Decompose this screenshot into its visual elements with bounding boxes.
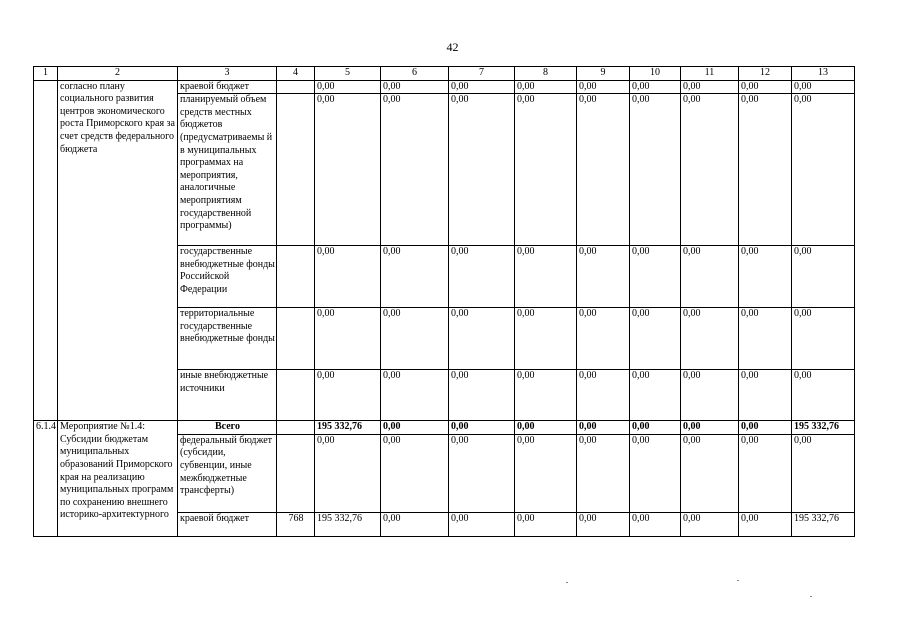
scan-speck	[566, 582, 568, 583]
source-cell: планируемый объем средств местных бюджетов (предусматриваемы й в муниципальных программах на мероприятия, аналогичные мероприятиям государственной программы)	[178, 94, 277, 246]
value-cell: 0,00	[515, 94, 577, 246]
value-cell: 0,00	[792, 370, 855, 421]
value-cell: 0,00	[739, 246, 792, 308]
value-cell: 0,00	[315, 370, 381, 421]
value-cell: 0,00	[630, 434, 681, 512]
code-cell	[277, 94, 315, 246]
value-cell: 0,00	[449, 308, 515, 370]
value-cell: 0,00	[792, 80, 855, 94]
value-cell: 0,00	[381, 434, 449, 512]
measure-name-cell: Мероприятие №1.4: Субсидии бюджетам муниципальных образований Приморского края на реализацию муниципальных программ по сохранению внешнего историко-архитектурного	[58, 421, 178, 537]
value-cell: 0,00	[577, 370, 630, 421]
value-cell: 0,00	[681, 308, 739, 370]
value-cell: 0,00	[792, 246, 855, 308]
value-cell: 0,00	[449, 370, 515, 421]
col-header: 8	[515, 67, 577, 81]
header-row	[34, 67, 855, 81]
value-cell: 0,00	[681, 370, 739, 421]
value-cell: 0,00	[630, 421, 681, 435]
budget-table	[33, 66, 855, 537]
col-header: 13	[792, 67, 855, 81]
value-cell: 0,00	[630, 94, 681, 246]
col-header: 3	[178, 67, 277, 81]
value-cell: 0,00	[681, 94, 739, 246]
col-header: 10	[630, 67, 681, 81]
value-cell: 0,00	[681, 512, 739, 536]
value-cell: 0,00	[315, 434, 381, 512]
col-header: 11	[681, 67, 739, 81]
value-cell: 0,00	[515, 246, 577, 308]
table-row	[34, 421, 855, 435]
value-cell: 0,00	[577, 94, 630, 246]
value-cell: 195 332,76	[792, 421, 855, 435]
value-cell: 0,00	[449, 94, 515, 246]
col-header: 4	[277, 67, 315, 81]
col-header: 9	[577, 67, 630, 81]
value-cell: 0,00	[515, 80, 577, 94]
value-cell: 0,00	[630, 308, 681, 370]
code-cell	[277, 246, 315, 308]
value-cell: 0,00	[739, 421, 792, 435]
value-cell: 0,00	[739, 94, 792, 246]
value-cell: 0,00	[792, 434, 855, 512]
source-cell: государственные внебюджетные фонды Российской Федерации	[178, 246, 277, 308]
source-cell: территориальные государственные внебюджетные фонды	[178, 308, 277, 370]
code-cell	[277, 308, 315, 370]
scan-speck	[810, 596, 812, 597]
value-cell: 0,00	[681, 421, 739, 435]
measure-name-cell: согласно плану социального развития центров экономического роста Приморского края за счет средств федерального бюджета	[58, 80, 178, 421]
value-cell: 0,00	[449, 512, 515, 536]
value-cell: 0,00	[792, 94, 855, 246]
value-cell: 0,00	[315, 94, 381, 246]
value-cell: 0,00	[681, 434, 739, 512]
value-cell: 0,00	[792, 308, 855, 370]
col-header: 1	[34, 67, 58, 81]
value-cell: 0,00	[577, 512, 630, 536]
value-cell: 0,00	[577, 308, 630, 370]
col-header: 5	[315, 67, 381, 81]
value-cell: 0,00	[515, 512, 577, 536]
value-cell: 0,00	[739, 370, 792, 421]
value-cell: 0,00	[630, 246, 681, 308]
value-cell: 0,00	[315, 80, 381, 94]
value-cell: 0,00	[315, 246, 381, 308]
code-cell	[277, 421, 315, 435]
source-cell: краевой бюджет	[178, 80, 277, 94]
value-cell: 0,00	[515, 434, 577, 512]
value-cell: 0,00	[739, 434, 792, 512]
page-number: 42	[446, 40, 459, 54]
value-cell: 0,00	[577, 246, 630, 308]
value-cell: 0,00	[577, 421, 630, 435]
scan-speck	[737, 580, 739, 581]
source-cell: краевой бюджет	[178, 512, 277, 536]
value-cell: 0,00	[449, 434, 515, 512]
code-cell: 768	[277, 512, 315, 536]
value-cell: 0,00	[577, 80, 630, 94]
value-cell: 0,00	[630, 512, 681, 536]
row-number-cell: 6.1.4	[34, 421, 58, 537]
value-cell: 0,00	[630, 80, 681, 94]
value-cell: 0,00	[577, 434, 630, 512]
col-header: 6	[381, 67, 449, 81]
value-cell: 195 332,76	[315, 512, 381, 536]
value-cell: 0,00	[630, 370, 681, 421]
value-cell: 0,00	[681, 246, 739, 308]
value-cell: 195 332,76	[792, 512, 855, 536]
value-cell: 0,00	[381, 246, 449, 308]
value-cell: 0,00	[449, 80, 515, 94]
col-header: 12	[739, 67, 792, 81]
value-cell: 0,00	[515, 370, 577, 421]
value-cell: 0,00	[515, 421, 577, 435]
value-cell: 0,00	[381, 421, 449, 435]
value-cell: 0,00	[515, 308, 577, 370]
source-cell: иные внебюджетные источники	[178, 370, 277, 421]
code-cell	[277, 370, 315, 421]
value-cell: 0,00	[381, 308, 449, 370]
col-header: 7	[449, 67, 515, 81]
row-number-cell	[34, 80, 58, 421]
value-cell: 0,00	[381, 370, 449, 421]
code-cell	[277, 80, 315, 94]
value-cell: 0,00	[739, 512, 792, 536]
value-cell: 0,00	[315, 308, 381, 370]
value-cell: 0,00	[449, 421, 515, 435]
value-cell: 0,00	[449, 246, 515, 308]
value-cell: 0,00	[739, 80, 792, 94]
value-cell: 0,00	[739, 308, 792, 370]
source-cell-total: Всего	[178, 421, 277, 435]
value-cell: 0,00	[381, 512, 449, 536]
value-cell: 195 332,76	[315, 421, 381, 435]
col-header: 2	[58, 67, 178, 81]
code-cell	[277, 434, 315, 512]
value-cell: 0,00	[381, 94, 449, 246]
value-cell: 0,00	[381, 80, 449, 94]
table-row	[34, 80, 855, 94]
value-cell: 0,00	[681, 80, 739, 94]
source-cell: федеральный бюджет (субсидии, субвенции, иные межбюджетные трансферты)	[178, 434, 277, 512]
